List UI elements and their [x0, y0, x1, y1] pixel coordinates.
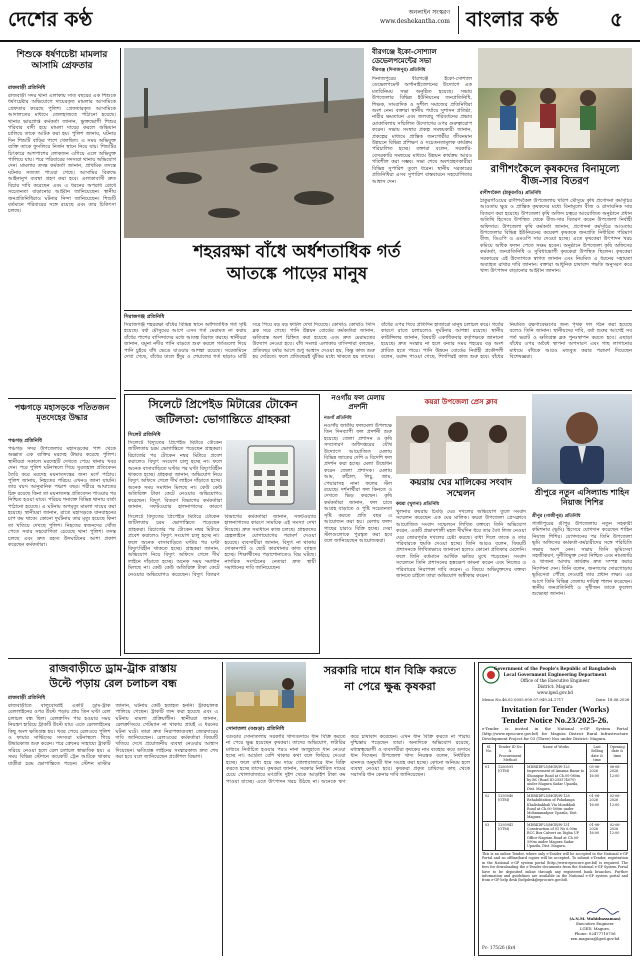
headline-left-top: শিশুকে ধর্ষণচেষ্টা মামলার আসামি গ্রেফতার: [16, 50, 108, 71]
row-tender-id: 1293941 (OTM): [496, 821, 525, 850]
row-works: MDRIIDP25/MGR/W-125 Improvement of Amama Bazar to Shoanpur Road at Ch.00-080m by BC (Road ID:255574070) under Magura Sadar Upazila, Dist. Magura.: [525, 764, 587, 793]
rice-headline-line1: সরকারি দামে ধান বিক্রি করতে: [323, 664, 457, 677]
byline-seed: রাণীশংকৈল (ঠাকুরগাঁও) প্রতিনিধি: [480, 191, 541, 196]
tender-memo: Memo No.46.02.0055.000.07.949.24.1717: [482, 697, 564, 702]
tender-table-header: [483, 744, 628, 764]
tender-sign-title2: LGED, Magura.: [580, 926, 610, 931]
col-tender-id: Tender ID No & Procurement Method: [496, 744, 525, 764]
sylhet-headline-line1: সিলেটে প্রিপেইড মিটারের টোকেন: [148, 398, 298, 411]
signature-icon: [586, 908, 620, 916]
col-last-selling: Last Selling date & time: [587, 744, 607, 764]
body-fair: নওগাঁয় জাতীয় ফলমেলা উপলক্ষে তিন দিনব্যাপী ফল প্রদর্শনী শুরু হয়েছে। জেলা প্রশাসন ও কৃষি সম্প্রসারণ অধিদপ্তরের যৌথ উদ্যোগে আয়োজিত মেলায় বিভিন্ন জাতের দেশি ও বিদেশি ফল প্রদর্শন করা হচ্ছে। মেলা উদ্বোধন করেন জেলা প্রশাসক। মেলায় আম, কাঁঠাল, লিচু, জাম, পেয়ারাসহ নানা ফলের স্টল রয়েছে। দর্শনার্থীরা ফল কিনতে ও দেখতে ভিড় করছেন। কৃষি কর্মকর্তারা জানান, ফল চাষে আগ্রহ বাড়াতে ও পুষ্টি সচেতনতা সৃষ্টি করতে প্রতি বছর এ আয়োজন করা হয়। মেলায় ফলদ গাছের চারাও বিক্রি হচ্ছে। সেরা স্টলগুলোকে পুরস্কৃত করা হবে বলে জানিয়েছেন আয়োজকরা।: [324, 423, 392, 545]
row-tender-id: 1293940 (OTM): [496, 792, 525, 821]
tender-intro: e-Tender is invited in the National e-GP System Portal (http://www.eprocure.gov.bd) for Magura District Rural Infrastructure Development Project for 03 (Three) Nos under District: Magura.: [482, 726, 628, 741]
byline-press: কয়রা (খুলনা) প্রতিনিধি: [396, 502, 440, 507]
tender-sign-phone: Phone: 02477710736: [574, 931, 616, 936]
tender-title-line1: Invitation for Tender (Works): [500, 704, 610, 714]
row-tender-id: 1260591 (OTM): [496, 764, 525, 793]
tender-gov-line5[interactable]: www.lged.gov.bd: [537, 690, 573, 695]
row-sl: 02: [483, 792, 496, 821]
byline-fair: নওগাঁ প্রতিনিধি: [324, 416, 352, 421]
row-works: MDRIIDP25/MGR/W-131 Construction of 01 No 6.00m RCC Box Culvert on Digha UP Office-Nagrian Road at Ch.00-590m under Magura Sadar Upazila, Dist. Magura.: [525, 821, 587, 850]
headline-left-mid: পঞ্চগড়ে মহাসড়কে পতিতজন মৃতদেহের উদ্ধার: [14, 403, 110, 422]
body-rice: বগুড়ার সোনাতলায় সরকারি খাদ্যগুদামে ধান বিক্রি করতে না পেরে ক্ষুব্ধ হয়েছেন কৃষকরা। তাদের অভিযোগ, লটারির মাধ্যমে নির্বাচিত হওয়ার পরও নানা অজুহাতে ধান নেওয়া হচ্ছে না। আর্দ্রতা বেশি থাকার কথা বলে ফিরিয়ে দেওয়া হচ্ছে। ফলে বাধ্য হয়ে কম দামে খোলাবাজারে ধান বিক্রি করতে হচ্ছে তাদের। কৃষকরা জানান, সরকার নির্ধারিত দামের চেয়ে খোলাবাজারে মণপ্রতি দুইশ থেকে আড়াইশ টাকা কম পাওয়া যাচ্ছে। এতে উৎপাদন খরচ উঠছে না। অনেকে ঋণ করে চাষাবাদ করেছেন। এখন ধান বিক্রি করতে না পারায় দুশ্চিন্তায় পড়েছেন তারা। অন্যদিকে অভিযোগ রয়েছে, মধ্যস্বত্বভোগী ও ব্যবসায়ীরা কৃষকের নাম ব্যবহার করে গুদামে ধান দিচ্ছেন। উপজেলা খাদ্য নিয়ন্ত্রক বলেন, নির্ধারিত মানদণ্ড অনুযায়ী ধান সংগ্রহ করা হচ্ছে। কোনো অনিয়ম হলে ব্যবস্থা নেওয়া হবে। কৃষকরা প্রকৃত চাষিদের কাছ থেকে সরাসরি ধান কেনার দাবি জানিয়েছেন।: [226, 734, 470, 785]
body-seed: ঠাকুরগাঁওয়ের রাণীশংকৈল উপজেলায় খরিপ মৌসুমে কৃষি প্রণোদনা কর্মসূচির আওতায় ক্ষুদ্র ও প্রান্তিক কৃষকদের মধ্যে বিনামূল্যে বীজ ও রাসায়নিক সার বিতরণ করা হয়েছে। উপজেলা কৃষি অফিস চত্বরে আয়োজিত অনুষ্ঠানে প্রধান অতিথি হিসেবে উপস্থিত থেকে বীজ-সার বিতরণ করেন উপজেলা নির্বাহী অফিসার। উপজেলা কৃষি কর্মকর্তা জানান, প্রণোদনা কর্মসূচির আওতায় উপজেলার বিভিন্ন ইউনিয়নের কয়েকশ কৃষককে জনপ্রতি নির্ধারিত পরিমাণ বীজ, ডিএপি ও এমওপি সার দেওয়া হচ্ছে। এতে কৃষকেরা উৎপাদন খরচ কমিয়ে অধিক ফলন পেতে সক্ষম হবেন। অনুষ্ঠানে উপজেলা কৃষি অফিসের কর্মকর্তা, জনপ্রতিনিধি ও সুবিধাভোগী কৃষকেরা উপস্থিত ছিলেন। কৃষকেরা সরকারের এই উদ্যোগকে স্বাগত জানান এবং নিয়মিত এ ধরনের সহায়তা অব্যাহত রাখার দাবি জানান। বক্তারা আধুনিক চাষাবাদ পদ্ধতি অনুসরণ করে খাদ্য উৎপাদন বাড়ানোর আহ্বান জানান।: [480, 198, 632, 275]
tender-gov-line3: Office of the Executive Engineer: [520, 678, 590, 683]
date-line: অনলাইন সংস্করণ: [408, 9, 450, 16]
headline-sreepur: শ্রীপুরে নতুন এসিল্যান্ড শাহিন নিয়াজ শিশির: [534, 488, 630, 507]
col-works: Name of Works: [525, 744, 587, 764]
headline-press: কয়রায় ঘের মালিকের সংবাদ সম্মেলন: [410, 478, 512, 499]
row-sl: 01: [483, 764, 496, 793]
row-opening: 02-06-2026 12:00: [607, 792, 627, 821]
table-row: [483, 821, 628, 850]
headline-seed: রাণীশংকৈলে কৃষকদের বিনামূল্যে বীজ-সার বিতরণ: [490, 164, 620, 187]
tender-gov-line2: Local Government Engineering Department: [503, 672, 607, 677]
body-left-top: রাজবাড়ী সদর থানা এলাকায় সাত বছরের এক শিশুকে ধর্ষণচেষ্টার অভিযোগে দায়েরকৃত মামলার আসামিকে গ্রেফতার করেছে পুলিশ। গ্রেফতারকৃত আসামিকে আদালতের মাধ্যমে জেলহাজতে পাঠানো হয়েছে। থানার ভারপ্রাপ্ত কর্মকর্তা জানান, ভুক্তভোগী শিশুর পরিবার বাদী হয়ে মামলা দায়ের করলে অভিযান চালিয়ে তাকে আটক করা হয়। পুলিশ জানায়, ঘটনার দিন শিশুটি বাড়ির পাশে খেলছিল। এ সময় অভিযুক্ত ব্যক্তি তাকে ফুসলিয়ে নির্জন স্থানে নিয়ে যায়। শিশুটির চিৎকারে আশপাশের লোকজন এগিয়ে এলে অভিযুক্ত পালিয়ে যায়। পরে পরিবারের সদস্যরা থানায় অভিযোগ দেন। মামলার তদন্ত কর্মকর্তা জানান, প্রাথমিক তদন্তে ঘটনার সত্যতা পাওয়া গেছে। আসামির বিরুদ্ধে আইনানুগ ব্যবস্থা গ্রহণ করা হবে। এলাকাবাসী দ্রুত বিচার দাবি করেছেন এবং এ ধরনের অপরাধ রোধে সচেতনতা বাড়ানোর আহ্বান জানিয়েছেন। স্থানীয় জনপ্রতিনিধিরাও ঘটনার নিন্দা জানিয়েছেন। শিশুটি বর্তমানে পরিবারের সঙ্গে রয়েছে এবং তার চিকিৎসা চলছে।: [8, 93, 116, 215]
page-number: ৫: [610, 7, 623, 31]
table-row: [483, 764, 628, 793]
tender-sign-title1: Executive Engineer: [576, 921, 614, 926]
press-club-banner: কয়রা উপজেলা প্রেস ক্লাব: [424, 398, 498, 406]
masthead: [0, 0, 640, 42]
tender-title-line2: Tender Notice No.23/2025-26.: [501, 715, 609, 725]
byline-rail: রাজবাড়ী প্রতিনিধি: [8, 695, 46, 701]
table-row: [483, 792, 628, 821]
rail-headline-line2: উল্টে পড়ায় রেল চলাচল বন্ধ: [49, 677, 177, 690]
embankment-image: [124, 48, 364, 238]
right-masthead-title: বাংলার কণ্ঠ: [466, 7, 559, 31]
photo-embankment: [124, 48, 364, 238]
byline-right-top: বীরগঞ্জ (দিনাজপুর) প্রতিনিধি: [372, 68, 426, 73]
row-last-selling: 01-06-2026 16:00: [587, 792, 607, 821]
sylhet-headline-line2: জটিলতা: ভোগান্তিতে গ্রাহকরা: [155, 413, 291, 426]
row-works: MDRIIDP25/MGR/W-128 Rehabilitation of Poladanga Khalishakhali Via Monikhali Road at Ch.00-500m under Mohammadpur Upazila, Dist. Magura.: [525, 792, 587, 821]
tender-pc-code: Pc- 175/26 (6x4: [482, 945, 516, 950]
body-rail: রাজবাড়ীতে বালুবোঝাই একটি ড্রাম-ট্রাক রেললাইনের ওপর উল্টে পড়ায় প্রায় তিন ঘণ্টা রেল চলাচল বন্ধ ছিল। রেলক্রসিং পার হওয়ার সময় নিয়ন্ত্রণ হারিয়ে ট্রাকটি উল্টে যায়। এতে রেললাইনের কিছু অংশ ক্ষতিগ্রস্ত হয়। খবর পেয়ে রেলওয়ে পুলিশ ও ফায়ার সার্ভিসের সদস্যরা ঘটনাস্থলে গিয়ে উদ্ধারকাজ শুরু করেন। পরে ক্রেনের সাহায্যে ট্রাকটি সরিয়ে নেওয়া হলে রেল চলাচল স্বাভাবিক হয়। এ সময় বিভিন্ন স্টেশনে কয়েকটি ট্রেন আটকে থাকায় যাত্রীরা চরম ভোগান্তিতে পড়েন। স্টেশন মাস্টার জানান, ঘটনায় কেউ হতাহত হননি। ট্রাকচালক পালিয়ে গেছেন। ট্রাকটি জব্দ করা হয়েছে এবং এ ঘটনায় মামলা প্রক্রিয়াধীন। স্থানীয়রা জানান, রেলক্রসিংয়ে গেটম্যান না থাকায় প্রায়ই এ ধরনের ঘটনা ঘটে। তারা দ্রুত নিরাপত্তাব্যবস্থা জোরদারের দাবি জানিয়েছেন। রেলওয়ের কর্মকর্তারা বিষয়টি খতিয়ে দেখে প্রয়োজনীয় ব্যবস্থা নেওয়ার আশ্বাস দিয়েছেন। ক্ষতিগ্রস্ত লাইনের সংস্কারকাজ দ্রুত শেষ করা হবে বলে জানিয়েছেন প্রকৌশল বিভাগ।: [8, 703, 218, 767]
tender-gov-line4: District: Magura: [537, 684, 573, 689]
body-main: সিরাজগঞ্জ শহররক্ষা বাঁধের বিভিন্ন স্থানে অর্ধশতাধিক গর্ত সৃষ্টি হয়েছে। বর্ষা মৌসুমের আগে এসব গর্ত মেরামত না করায় বাঁধের পাশের বাসিন্দাদের মধ্যে আতঙ্ক বিরাজ করছে। স্থানীয়রা জানান, যমুনা নদীর পানি বাড়তে শুরু করলে গর্তগুলো দিয়ে পানি চুইয়ে বাঁধ ভেঙে যাওয়ার আশঙ্কা রয়েছে। সরেজমিনে দেখা গেছে, বাঁধের ঢালে ইঁদুর ও শেয়ালের গর্ত ছাড়াও মাটি সরে গিয়ে বড় বড় ফাটল দেখা দিয়েছে। কোথাও কোথাও সিসি ব্লক সরে গেছে। পানি উন্নয়ন বোর্ডের কর্মকর্তারা জানান, ক্ষতিগ্রস্ত অংশ চিহ্নিত করা হয়েছে এবং দ্রুত মেরামতের উদ্যোগ নেওয়া হবে। বাঁধ সংলগ্ন এলাকার বাসিন্দারা বলছেন, প্রতিবছর বর্ষার আগে শুধু আশ্বাস দেওয়া হয়, কিন্তু কাজ শুরু হয় দেরিতে। ফলে প্রতিবছরই ঝুঁকির মধ্যে থাকতে হয় তাদের। বাঁধের ওপর দিয়ে প্রতিদিন হাজারো মানুষ চলাচল করে। গর্তের কারণে রাতে চলাচলেও দুর্ঘটনার আশঙ্কা রয়েছে। স্থানীয় কাউন্সিলর জানান, বিষয়টি একাধিকবার কর্তৃপক্ষকে জানানো হয়েছে। দ্রুত সংস্কার না হলে বন্যার সময় শহরের বড় অংশ প্লাবিত হতে পারে। পানি উন্নয়ন বোর্ডের নির্বাহী প্রকৌশলী বলেন, বরাদ্দ পাওয়া গেছে, শিগগিরই কাজ শুরু হবে। বাঁধের নিয়মিত রক্ষণাবেক্ষণের জন্য পৃথক দল গঠন করা হয়েছে বলেও তিনি জানান। স্থানীয়দের দাবি, বর্ষা শুরুর আগেই সব গর্ত ভরাট ও ক্ষতিগ্রস্ত ব্লক পুনঃস্থাপন করতে হবে। এছাড়া বাঁধের ওপর অবৈধ স্থাপনা অপসারণ এবং গাছ লাগানোর মাধ্যমে বাঁধকে আরও মজবুত করার পরামর্শ দিয়েছেন বিশেষজ্ঞরা।: [124, 322, 632, 361]
body-left-mid: পঞ্চগড় সদর উপজেলার মহাসড়কের পাশ থেকে অজ্ঞাত এক ব্যক্তির মরদেহ উদ্ধার করেছে পুলিশ। স্থানীয়রা সকালে মরদেহটি দেখতে পেয়ে থানায় খবর দেন। পরে পুলিশ ঘটনাস্থলে গিয়ে সুরতহাল প্রতিবেদন তৈরি করে মরদেহ ময়নাতদন্তের জন্য মর্গে পাঠায়। পুলিশ জানায়, নিহতের পরিচয় এখনও জানা যায়নি। তার বয়স আনুমানিক পঞ্চাশ বছর। শরীরে আঘাতের চিহ্ন রয়েছে কিনা তা ময়নাতদন্ত প্রতিবেদন পাওয়ার পর নিশ্চিত হওয়া যাবে। পরিচয় শনাক্তে বিভিন্ন থানায় বার্তা পাঠানো হয়েছে। এ ঘটনায় অপমৃত্যু মামলা দায়ের করা হয়েছে। স্থানীয়রা জানান, রাতে মহাসড়কে যানবাহনের চাপ কম থাকে। কোনো দুর্ঘটনায় তার মৃত্যু হয়েছে কিনা তা খতিয়ে দেখছে পুলিশ। নিহতের স্বজনদের খোঁজ পেতে সবার সহযোগিতা চেয়েছে থানা পুলিশ। তদন্ত চলছে এবং দ্রুত রহস্য উদঘাটনের আশা প্রকাশ করেছেন কর্মকর্তারা।: [8, 446, 116, 549]
col-sl: Sl. No.: [483, 744, 496, 764]
row-last-selling: 05-06-2026 16:00: [587, 764, 607, 793]
byline-main: সিরাজগঞ্জ প্রতিনিধি: [124, 314, 165, 320]
photo-sreepur-official: [532, 394, 632, 484]
col-opening: Opening date & time: [607, 744, 627, 764]
byline-left-top: রাজবাড়ী প্রতিনিধি: [8, 85, 46, 91]
tender-footer: This is an online Tender, where only e-Tender will be accepted in the National e-GP Portal and no offline/hard copies will be accepted. To submit e-Tender, registration in the National e-GP system portal (http://www.eprocure.gov.bd) is required. The fees for downloading the e-Tender documents from the National e-GP System Portal have to be deposited online through any registered bank branches. Further information and guidelines are available in the National e-GP system portal and from e-GP help desk (helpdesk@eprocure.gov.bd).: [482, 852, 628, 883]
byline-left-mid: পঞ্চগড় প্রতিনিধি: [8, 438, 42, 444]
tender-gov-line1: Government of the People's Republic of Bangladesh: [494, 666, 616, 671]
rice-headline-line2: না পেরে ক্ষুব্ধ কৃষকরা: [344, 680, 436, 693]
website-url: www.deshekantha.com: [380, 18, 450, 25]
body-right-top: দিনাজপুরের বীরগঞ্জে ইকো-সোশ্যাল ডেভেলপমেন্ট অর্গানাইজেশনের উদ্যোগে এক মতবিনিময় সভা অনুষ্ঠিত হয়েছে। সভায় উপজেলার বিভিন্ন ইউনিয়নের জনপ্রতিনিধি, শিক্ষক, সাংবাদিক ও সুশীল সমাজের প্রতিনিধিরা অংশ নেন। বক্তারা স্থানীয় পর্যায়ে সুশাসন প্রতিষ্ঠা, নারীর ক্ষমতায়ন এবং জলবায়ু পরিবর্তনের প্রভাব মোকাবিলায় সম্মিলিত উদ্যোগের ওপর গুরুত্বারোপ করেন। সভায় সংস্থার প্রকল্প সমন্বয়কারী জানান, প্রকল্পের মাধ্যমে প্রান্তিক জনগোষ্ঠীর জীবনমান উন্নয়নে বিভিন্ন প্রশিক্ষণ ও সচেতনতামূলক কার্যক্রম পরিচালিত হচ্ছে। বক্তারা বলেন, সরকারি-বেসরকারি সমন্বয়ের মাধ্যমে উন্নয়ন কার্যক্রম আরও গতিশীল করা সম্ভব। সভা শেষে অংশগ্রহণকারীরা বিভিন্ন সুপারিশ তুলে ধরেন। স্থানীয় সরকারের প্রতিনিধিরা এসব সুপারিশ বাস্তবায়নে সহযোগিতার আশ্বাস দেন।: [372, 76, 472, 185]
body-sylhet: সিলেটে বিদ্যুতের প্রিপেইড মিটারে টোকেন জটিলতায় চরম ভোগান্তিতে পড়েছেন গ্রাহকরা। রিচার্জের পর টোকেন নম্বর মিটারে প্রবেশ করালেও বিদ্যুৎ সংযোগ চালু হচ্ছে না। ফলে অনেক বাসাবাড়িতে ঘণ্টার পর ঘণ্টা বিদ্যুৎবিহীন থাকতে হচ্ছে। গ্রাহকরা জানান, অভিযোগ নিয়ে বিদ্যুৎ অফিসে গেলে দীর্ঘ লাইনে দাঁড়াতে হচ্ছে। অনেক সময় সমাধান মিলছে না। কেউ কেউ অতিরিক্ত টাকা কেটে নেওয়ার অভিযোগও করেছেন। বিদ্যুৎ বিতরণ বিভাগের কর্মকর্তারা জানান, সফটওয়্যার হালনাগাদের কারণে সাময়িক এই সমস্যা দেখা দিয়েছে। দ্রুত সমাধানে কাজ চলছে। গ্রাহকদের হেল্পলাইনে যোগাযোগের পরামর্শ দেওয়া হয়েছে। ব্যবসায়ীরা জানান, বিদ্যুৎ না থাকায় দোকানপাট ও ছোট কারখানার কাজ ব্যাহত হচ্ছে। শিক্ষার্থীদের পড়াশোনাতেও বিঘ্ন ঘটছে। নাগরিক সংগঠনের নেতারা দ্রুত স্থায়ী সমাধানের দাবি জানিয়েছেন।: [128, 514, 316, 578]
rail-headline-line1: রাজবাড়ীতে ড্রাম-ট্রাক রাস্তায়: [49, 662, 177, 675]
main-headline-line2: আতঙ্কে পাড়ের মানুষ: [226, 264, 368, 284]
body-sylhet-intro: সিলেটে বিদ্যুতের প্রিপেইড মিটারে টোকেন জটিলতায় চরম ভোগান্তিতে পড়েছেন গ্রাহকরা। রিচার্জের পর টোকেন নম্বর মিটারে প্রবেশ করালেও বিদ্যুৎ সংযোগ চালু হচ্ছে না। ফলে অনেক বাসাবাড়িতে ঘণ্টার পর ঘণ্টা বিদ্যুৎবিহীন থাকতে হচ্ছে। গ্রাহকরা জানান, অভিযোগ নিয়ে বিদ্যুৎ অফিসে গেলে দীর্ঘ লাইনে দাঁড়াতে হচ্ছে। অনেক সময় সমাধান মিলছে না। কেউ কেউ অতিরিক্ত টাকা কেটে নেওয়ার অভিযোগও করেছেন। বিদ্যুৎ বিতরণ বিভাগের কর্মকর্তারা জানান, সফটওয়্যার হালনাগাদের কারণে: [128, 440, 222, 510]
left-masthead-title: দেশের কণ্ঠ: [8, 7, 93, 31]
body-press: খুলনার কয়রায় চিংড়ি ঘের দখলের অভিযোগ তুলে সংবাদ সম্মেলন করেছেন এক ঘের মালিক। কয়রা উপজেলা প্রেসক্লাবে আয়োজিত সংবাদ সম্মেলনে লিখিত বক্তব্যে তিনি অভিযোগ করেন, একটি প্রভাবশালী মহল দীর্ঘদিন ধরে তার বৈধ লিজ নেওয়া ঘের জোরপূর্বক দখলের চেষ্টা করছে। বাধা দিলে তাকে ও তার পরিবারকে হুমকি দেওয়া হচ্ছে। তিনি আরও বলেন, বিষয়টি প্রশাসনকে লিখিতভাবে জানানো হলেও কোনো প্রতিকার মেলেনি। ফলে তিনি বর্তমানে আর্থিক ক্ষতির মুখে পড়েছেন। সংবাদ সম্মেলনে তিনি প্রশাসনের হস্তক্ষেপ কামনা করেন এবং নিজের ও পরিবারের নিরাপত্তা দাবি করেন। এ বিষয়ে অভিযুক্তদের বক্তব্য জানতে চাইলে তারা অভিযোগ অস্বীকার করেন।: [396, 509, 526, 580]
photo-seed-distribution: [478, 48, 632, 160]
byline-sreepur: শ্রীপুর (গাজীপুর) প্রতিনিধি: [532, 514, 581, 519]
tender-sign-email[interactable]: xen.magura@lged.gov.bd: [570, 936, 620, 941]
tender-date: Date: 18.06.2026: [596, 697, 630, 702]
photo-prepaid-meter: [226, 440, 316, 510]
row-last-selling: 01-06-2026 16:00: [587, 821, 607, 850]
row-sl: 03: [483, 821, 496, 850]
byline-sylhet: সিলেট প্রতিনিধি: [128, 432, 161, 438]
byline-rice: সোনাতলা (বগুড়া) প্রতিনিধি: [226, 726, 285, 732]
tender-table: [482, 743, 628, 851]
headline-fair: নওগাঁয় ফল মেলায় প্রদর্শনী: [331, 394, 385, 411]
row-opening: 02-06-2026 12:00: [607, 821, 627, 850]
main-headline-line1: শহররক্ষা বাঁধে অর্ধশতাধিক গর্ত: [193, 242, 401, 262]
tender-signatory: (A.N.M. Wahiduzzaman): [569, 916, 621, 921]
photo-paddy: [226, 662, 306, 722]
row-opening: 06-06-2026 12:00: [607, 764, 627, 793]
headline-right-top: বীরগঞ্জে ইকো-সোশ্যাল ডেভেলপমেন্টের সভা: [372, 48, 437, 65]
body-sreepur: গাজীপুরের শ্রীপুর উপজেলায় নতুন সহকারী কমিশনার (ভূমি) হিসেবে যোগদান করেছেন শাহিন নিয়াজ শিশির। যোগদানের পর তিনি উপজেলা ভূমি অফিসের কর্মকর্তা-কর্মচারীদের সঙ্গে পরিচিতি সভায় অংশ নেন। সভায় তিনি ভূমিসেবা সহজীকরণ, দুর্নীতিমুক্ত সেবা নিশ্চিত এবং নামজারি ও খাজনা আদায় কার্যক্রম দ্রুত সম্পন্ন করার নির্দেশনা দেন। তিনি বলেন, জনগণের দোরগোড়ায় ভূমিসেবা পৌঁছে দেওয়াই তার প্রধান লক্ষ্য। এর আগে তিনি বিভিন্ন জেলায় দায়িত্ব পালন করেছেন। স্থানীয় জনপ্রতিনিধি ও সুধীজন তাকে ফুলেল শুভেচ্ছা জানান।: [532, 521, 632, 598]
